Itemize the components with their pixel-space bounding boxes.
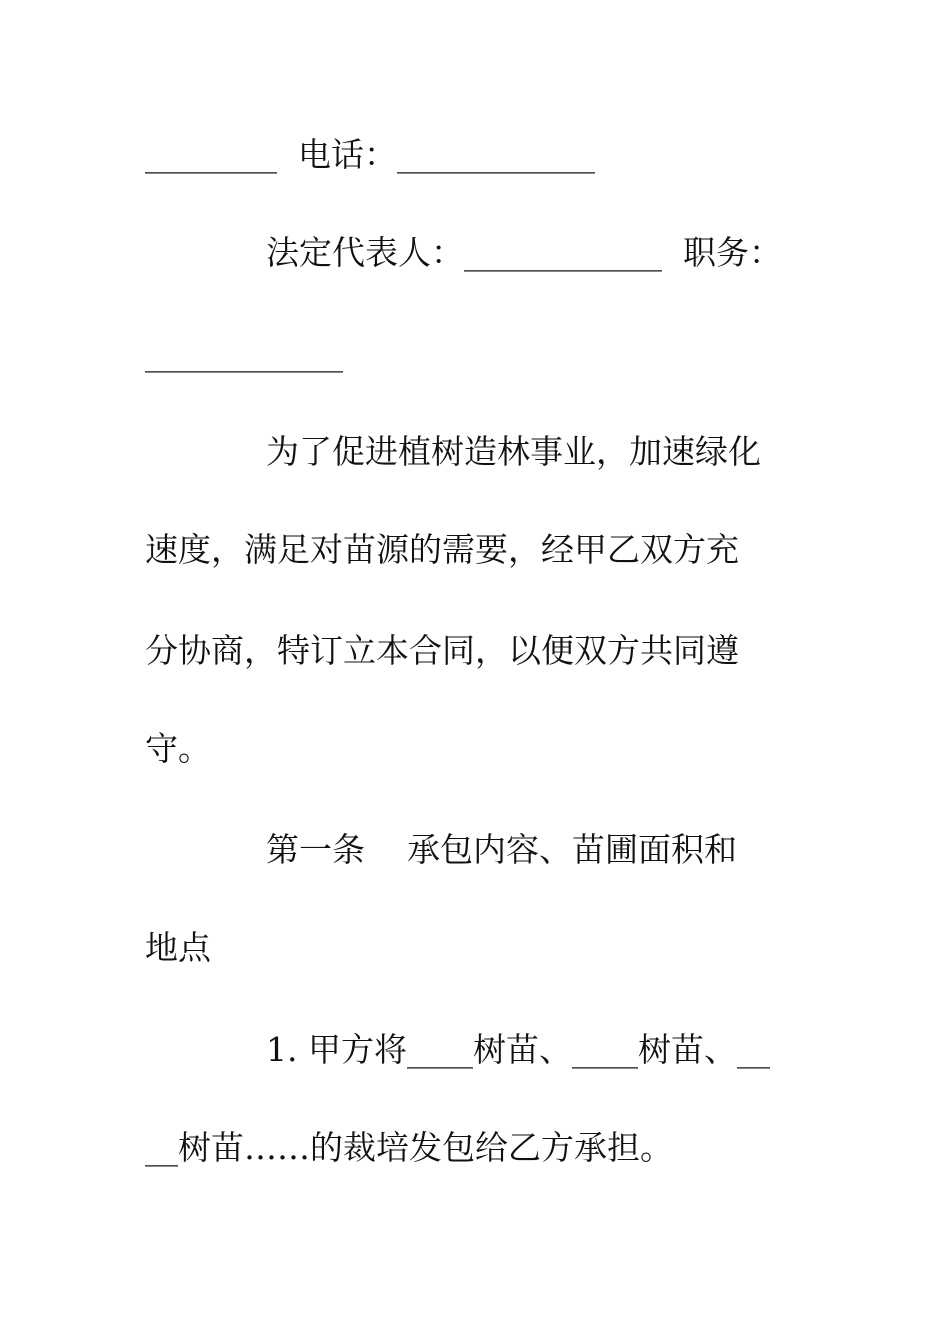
clause-line: __树苗……的裁培发包给乙方承担。 — [145, 1128, 673, 1167]
article-heading-line: 地点 — [145, 928, 211, 967]
paragraph-line: 速度，满足对苗源的需要，经甲乙双方充 — [145, 530, 739, 569]
legal-representative-line: 法定代表人：____________ 职务： — [266, 233, 782, 272]
article-heading-line: 第一条 承包内容、苗圃面积和 — [266, 830, 737, 869]
paragraph-line: 分协商，特订立本合同，以便双方共同遵 — [145, 631, 739, 670]
phone-line: ________ 电话：____________ — [145, 135, 595, 174]
position-blank-line: ____________ — [145, 334, 343, 373]
paragraph-line: 守。 — [145, 729, 211, 768]
clause-line: 1. 甲方将____树苗、____树苗、__ — [266, 1030, 770, 1069]
paragraph-line: 为了促进植树造林事业，加速绿化 — [266, 432, 761, 471]
